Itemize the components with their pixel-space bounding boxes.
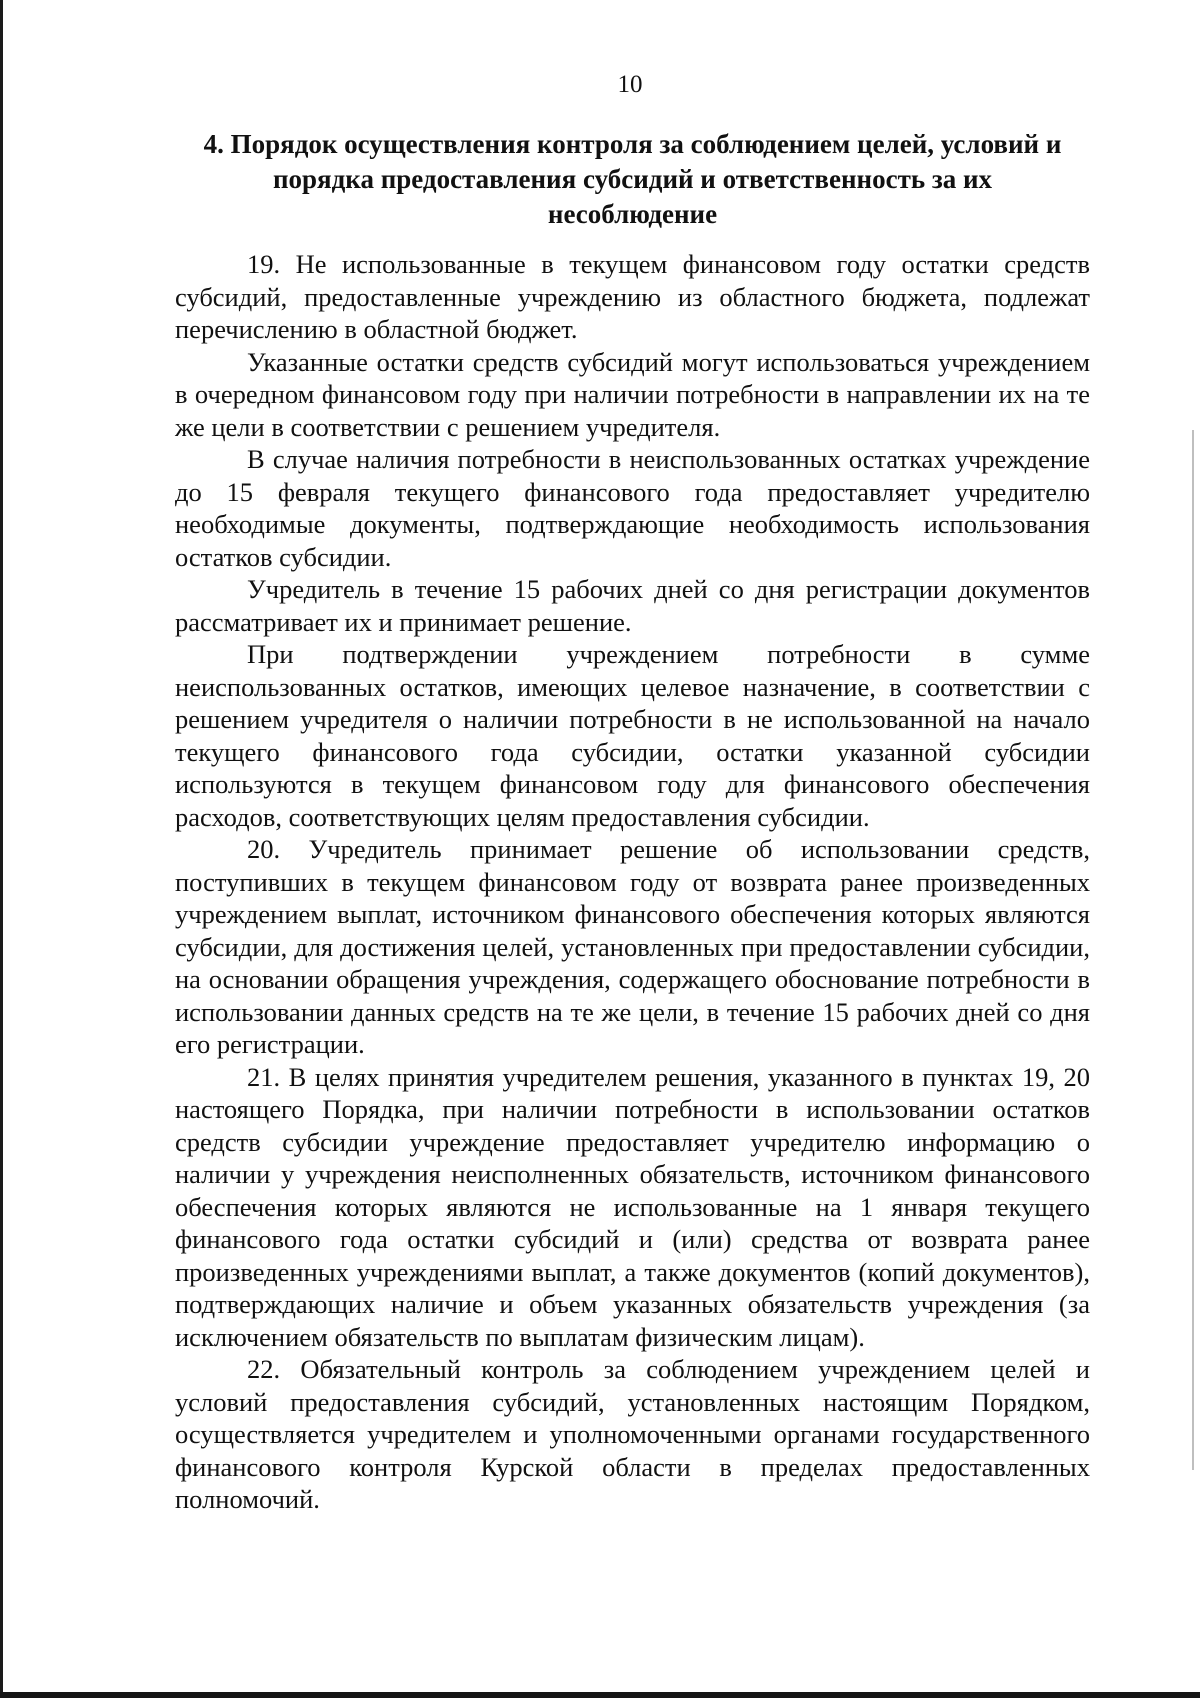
section-heading-line: порядка предоставления субсидий и ответственность за их	[272, 164, 993, 194]
paragraph-19-documents: В случае наличия потребности в неиспользованных остатках учреждение до 15 февраля текущего финансового года предоставляет учредителю необходимые документы, подтверждающие необходимость использования остатков субсидии.	[175, 444, 1090, 572]
scan-border-bottom	[0, 1692, 1200, 1698]
page-number: 10	[617, 71, 643, 98]
paragraph-21: 21. В целях принятия учредителем решения, указанного в пунктах 19, 20 настоящего Порядка, при наличии потребности в использовании остатков средств субсидии учреждение предоставляет учредителю информацию о наличии у учреждения неисполненных обязательств, источником финансового обеспечения которых являются не использованные на 1 января текущего финансового года остатки субсидий и (или) средства от возврата ранее произведенных учреждениями выплат, а также документов (копий документов), подтверждающих наличие и объем указанных обязательств учреждения (за исключением обязательств по выплатам физическим лицам).	[175, 1061, 1090, 1352]
paragraph-19-confirmation: При подтверждении учреждением потребности в сумме неиспользованных остатков, имеющих целевое назначение, в соответствии с решением учредителя о наличии потребности в не использованной на начало текущего финансового года субсидии, остатки указанной субсидии используются в текущем финансовом году для финансового обеспечения расходов, соответствующих целям предоставления субсидии.	[175, 639, 1090, 832]
section-heading-line: несоблюдение	[547, 199, 718, 229]
section-heading-line: 4. Порядок осуществления контроля за соблюдением целей, условий и	[203, 129, 1062, 159]
paragraph-19-founder-decision: Учредитель в течение 15 рабочих дней со дня регистрации документов рассматривает их и принимает решение.	[175, 574, 1090, 637]
paragraph-19-remaining-funds: Указанные остатки средств субсидий могут использоваться учреждением в очередном финансовом году при наличии потребности в направлении их на те же цели в соответствии с решением учредителя.	[175, 346, 1090, 442]
paragraph-22: 22. Обязательный контроль за соблюдением учреждением целей и условий предоставления субсидий, установленных настоящим Порядком, осуществляется учредителем и уполномоченными органами государственного финансового контроля Курской области в пределах предоставленных полномочий.	[175, 1354, 1090, 1514]
scan-border-right	[1192, 430, 1194, 1470]
paragraph-19: 19. Не использованные в текущем финансовом году остатки средств субсидий, предоставленные учреждению из областного бюджета, подлежат перечислению в областной бюджет.	[175, 249, 1090, 344]
section-heading	[175, 127, 1090, 232]
document-body	[175, 248, 1090, 1516]
paragraph-20: 20. Учредитель принимает решение об использовании средств, поступивших в текущем финансовом году от возврата ранее произведенных учреждением выплат, источником финансового обеспечения которых являются субсидии, для достижения целей, установленных при предоставлении субсидии, на основании обращения учреждения, содержащего обоснование потребности в использовании данных средств на те же цели, в течение 15 рабочих дней со дня его регистрации.	[175, 834, 1090, 1059]
scan-border-left	[0, 0, 3, 1698]
